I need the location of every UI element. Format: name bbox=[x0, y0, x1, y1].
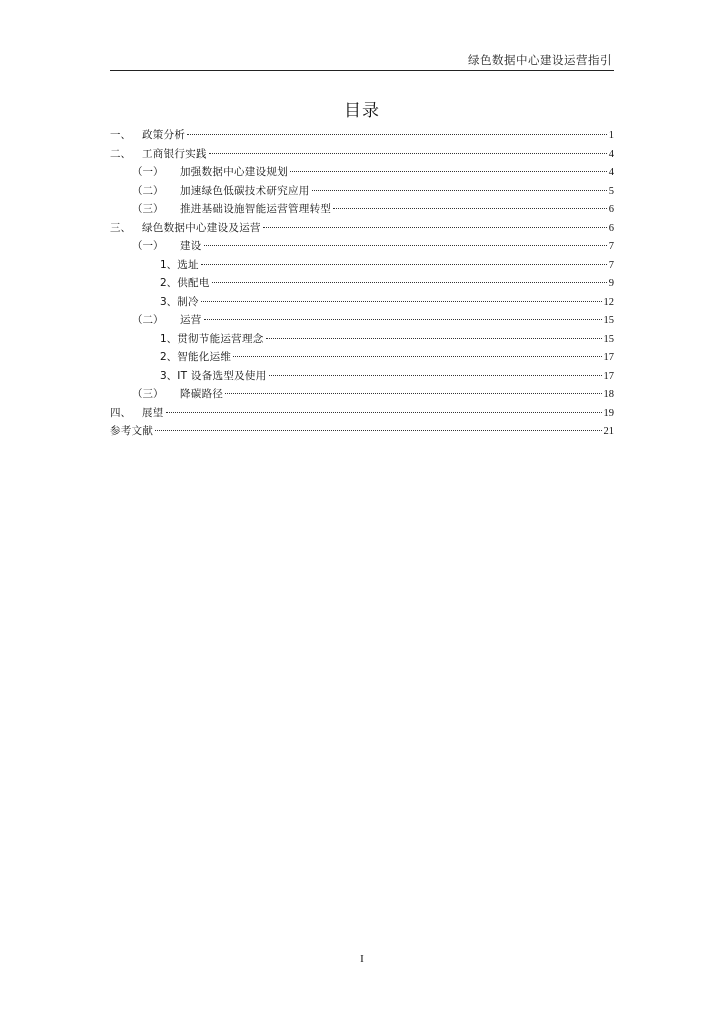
toc-entry-page: 6 bbox=[608, 222, 614, 234]
toc-leader-dots bbox=[333, 208, 607, 209]
toc-entry-label: 建设 bbox=[180, 240, 202, 252]
toc-leader-dots bbox=[225, 393, 601, 394]
toc-entry-number: （三） bbox=[132, 203, 164, 215]
toc-entry[interactable] bbox=[110, 147, 614, 166]
toc-leader-dots bbox=[266, 338, 602, 339]
toc-entry-page: 7 bbox=[608, 259, 614, 271]
toc-entry[interactable] bbox=[110, 295, 614, 314]
toc-entry-page: 4 bbox=[608, 167, 614, 178]
toc-entry-number: 1、 bbox=[160, 258, 178, 271]
table-of-contents bbox=[110, 128, 614, 443]
toc-entry-page: 4 bbox=[608, 148, 614, 160]
toc-entry[interactable] bbox=[110, 258, 614, 277]
toc-leader-dots bbox=[204, 319, 602, 320]
header-title: 绿色数据中心建设运营指引 bbox=[468, 53, 612, 67]
toc-entry-page: 15 bbox=[603, 333, 614, 345]
toc-entry-page: 21 bbox=[603, 426, 614, 437]
toc-leader-dots bbox=[269, 375, 602, 376]
toc-entry-number: 四、 bbox=[110, 406, 131, 419]
toc-entry-number: （三） bbox=[132, 388, 164, 400]
toc-entry-label: 绿色数据中心建设及运营 bbox=[142, 221, 261, 234]
toc-entry-label: 展望 bbox=[142, 406, 164, 419]
toc-entry-page: 5 bbox=[608, 185, 614, 197]
toc-leader-dots bbox=[312, 190, 607, 191]
toc-entry-label: 工商银行实践 bbox=[142, 147, 207, 160]
running-header bbox=[110, 50, 614, 71]
toc-entry[interactable] bbox=[110, 406, 614, 425]
toc-entry-page: 12 bbox=[603, 296, 614, 308]
toc-entry-number: （一） bbox=[132, 166, 164, 178]
toc-entry-page: 15 bbox=[603, 315, 614, 326]
toc-entry-page: 19 bbox=[603, 407, 614, 419]
toc-leader-dots bbox=[155, 430, 601, 431]
toc-entry-number: （二） bbox=[132, 184, 164, 197]
toc-entry[interactable] bbox=[110, 332, 614, 351]
toc-entry[interactable] bbox=[110, 424, 614, 443]
toc-leader-dots bbox=[201, 264, 607, 265]
page-number: I bbox=[360, 953, 364, 965]
toc-entry-label: 推进基础设施智能运营管理转型 bbox=[180, 203, 332, 215]
toc-entry-number: 3、 bbox=[160, 295, 178, 308]
toc-entry[interactable] bbox=[110, 184, 614, 203]
toc-entry-label: 制冷 bbox=[177, 295, 199, 308]
toc-entry-label: 参考文献 bbox=[110, 425, 154, 437]
toc-entry-page: 17 bbox=[603, 352, 614, 363]
toc-entry-number: 三、 bbox=[110, 221, 131, 234]
toc-entry-label: 贯彻节能运营理念 bbox=[177, 332, 264, 345]
toc-entry-number: （一） bbox=[132, 240, 164, 252]
toc-entry-page: 17 bbox=[603, 370, 614, 382]
toc-entry[interactable] bbox=[110, 221, 614, 240]
toc-entry-number: （二） bbox=[132, 314, 164, 326]
toc-entry-number: 3、 bbox=[160, 369, 178, 382]
toc-entry[interactable] bbox=[110, 165, 614, 184]
toc-entry-label: 智能化运维 bbox=[177, 351, 232, 363]
toc-leader-dots bbox=[209, 153, 607, 154]
toc-leader-dots bbox=[290, 171, 607, 172]
toc-entry-number: 2、 bbox=[160, 351, 178, 363]
toc-entry-label: 政策分析 bbox=[142, 129, 186, 141]
toc-entry[interactable] bbox=[110, 276, 614, 295]
toc-entry[interactable] bbox=[110, 350, 614, 369]
toc-title: 目录 bbox=[344, 101, 380, 121]
toc-entry-label: 降碳路径 bbox=[180, 388, 224, 400]
toc-leader-dots bbox=[263, 227, 607, 228]
toc-entry-label: 运营 bbox=[180, 314, 202, 326]
toc-entry[interactable] bbox=[110, 387, 614, 406]
toc-entry[interactable] bbox=[110, 313, 614, 332]
toc-entry[interactable] bbox=[110, 239, 614, 258]
toc-leader-dots bbox=[212, 282, 607, 283]
toc-entry-label: 加强数据中心建设规划 bbox=[180, 166, 288, 178]
toc-entry-number: 一、 bbox=[110, 129, 131, 141]
toc-leader-dots bbox=[187, 134, 607, 135]
toc-entry[interactable] bbox=[110, 128, 614, 147]
toc-leader-dots bbox=[201, 301, 602, 302]
toc-entry-label: 加速绿色低碳技术研究应用 bbox=[180, 184, 310, 197]
toc-entry-label: 选址 bbox=[177, 258, 199, 271]
toc-leader-dots bbox=[204, 245, 607, 246]
toc-entry-label: 供配电 bbox=[177, 277, 210, 289]
toc-entry-number: 2、 bbox=[160, 277, 178, 289]
toc-entry-page: 7 bbox=[608, 241, 614, 252]
toc-entry-page: 9 bbox=[608, 278, 614, 289]
toc-entry[interactable] bbox=[110, 369, 614, 388]
toc-leader-dots bbox=[233, 356, 601, 357]
toc-leader-dots bbox=[166, 412, 602, 413]
toc-entry-page: 6 bbox=[608, 204, 614, 215]
toc-entry-number: 二、 bbox=[110, 147, 131, 160]
toc-entry[interactable] bbox=[110, 202, 614, 221]
toc-entry-number: 1、 bbox=[160, 332, 178, 345]
toc-entry-page: 18 bbox=[603, 389, 614, 400]
toc-entry-page: 1 bbox=[608, 130, 614, 141]
toc-entry-label: IT 设备选型及使用 bbox=[177, 369, 267, 382]
